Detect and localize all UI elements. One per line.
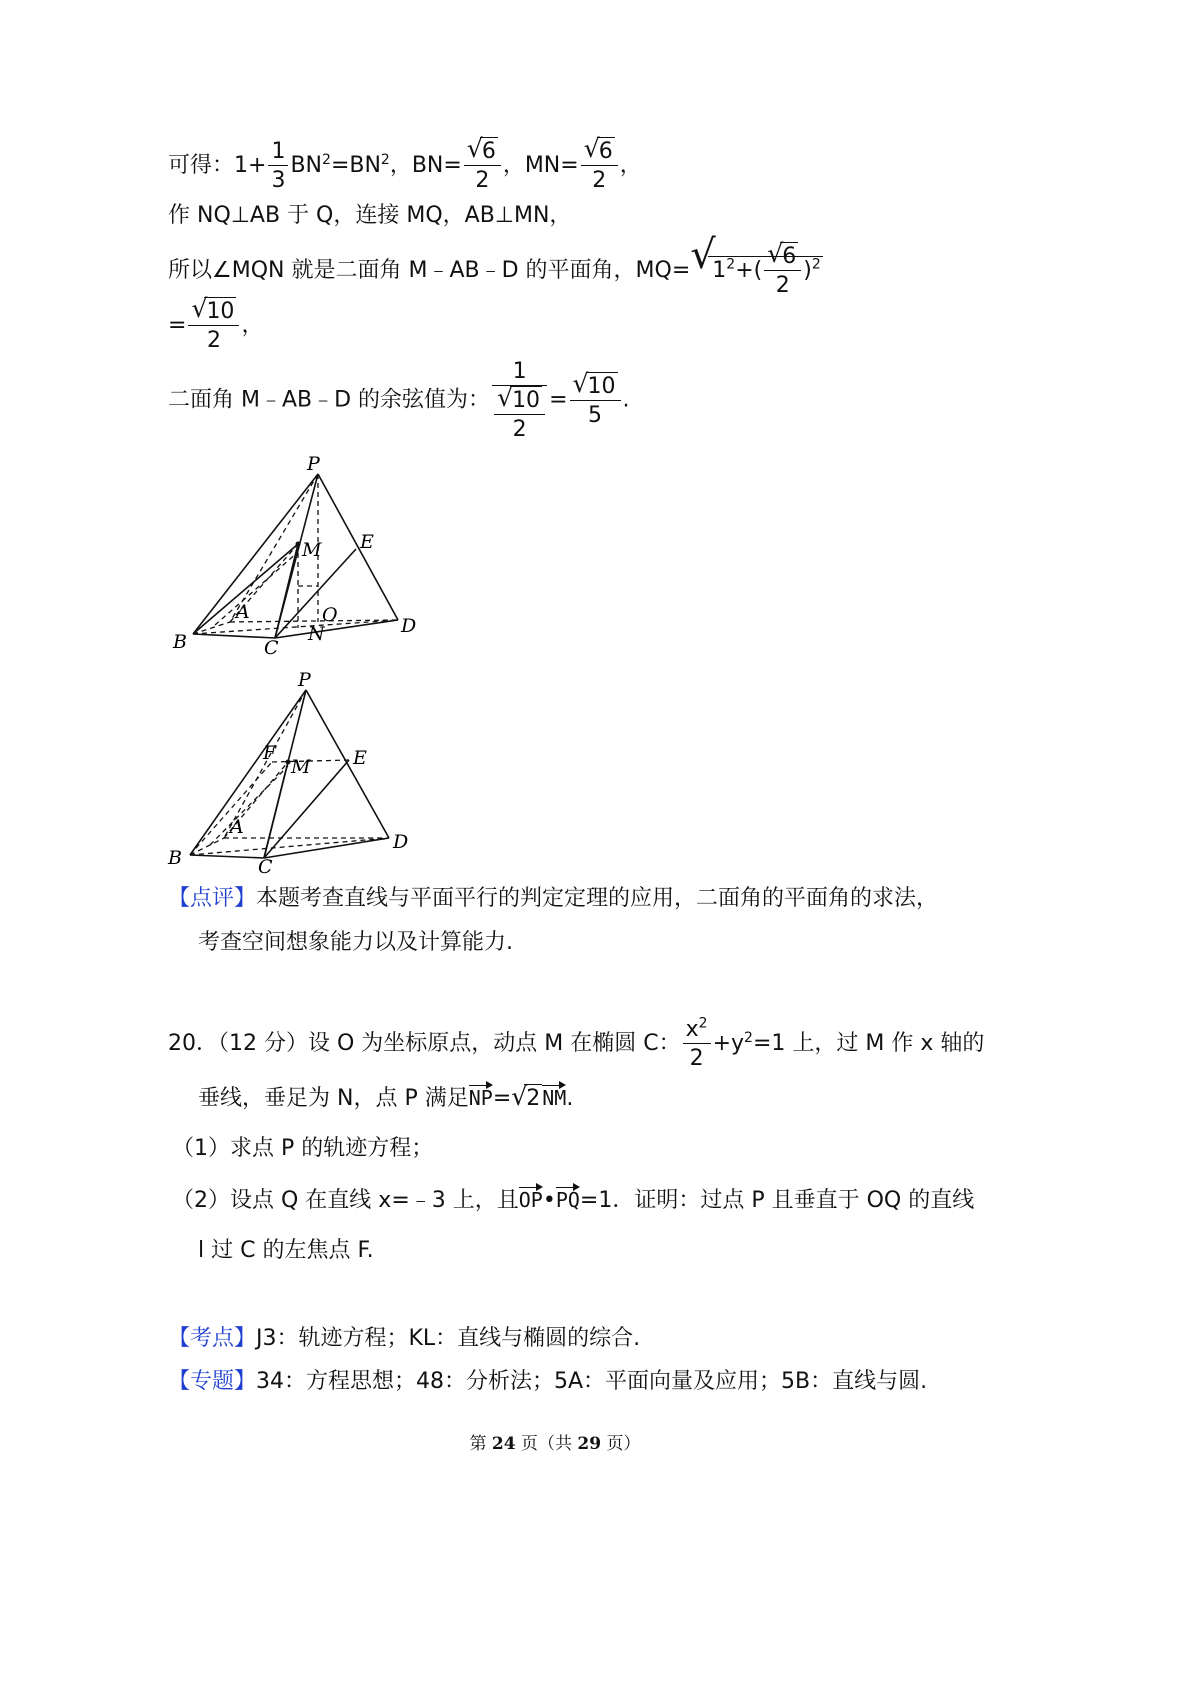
label-P: P xyxy=(307,453,320,475)
fraction-sqrt10-over-2: √ 10 2 xyxy=(188,300,239,352)
pyramid-figure-2 xyxy=(165,668,485,876)
label-M: M xyxy=(291,756,311,778)
review-tag: 【点评】 xyxy=(168,886,257,911)
solution-line-4: = √ 10 2 ， xyxy=(168,294,264,354)
sqrt-expression: √ $1^2+$( √ 6 2 )$^2$ xyxy=(690,232,821,299)
question-20-part-2: （2）设点 Q 在直线 x=﹣3 上，且OP•PQ=1．证明：过点 P 且垂直于 OQ 的直线 xyxy=(172,1188,975,1213)
label-D: D xyxy=(401,615,417,637)
label-C: C xyxy=(258,856,273,876)
vector-NP: NP xyxy=(468,1086,493,1110)
label-A: A xyxy=(230,816,244,838)
fraction-sqrt6-over-2: √ 6 2 xyxy=(464,140,501,192)
solution-line-3: 所以∠MQN 就是二面角 M﹣AB﹣D 的平面角，MQ= √ $1^2+$( √ 6 2 )$^2$ xyxy=(168,232,821,299)
page-footer: 第 24 页（共 29 页） xyxy=(469,1434,641,1454)
zhuanti-tag: 【专题】 xyxy=(168,1369,257,1394)
label-M: M xyxy=(302,539,322,561)
label-A: A xyxy=(236,601,250,623)
solution-line-5: 二面角 M﹣AB﹣D 的余弦值为： 1 √ 10 2 = √ 10 5 . xyxy=(168,359,630,443)
label-P: P xyxy=(298,669,311,691)
label-D: D xyxy=(393,831,409,853)
fraction-sqrt10-over-5: √ 10 5 xyxy=(570,375,621,427)
label-N: N xyxy=(308,623,325,645)
label-B: B xyxy=(168,847,182,869)
label-F: F xyxy=(263,742,277,764)
complex-fraction: 1 √ 10 2 xyxy=(492,360,547,441)
page-number: 24 xyxy=(491,1434,516,1454)
question-20-line-1: 20．（12 分）设 O 为坐标原点，动点 M 在椭圆 C： $\frac{x^2}{2}$ $+y^2=1$ 上，过 M 作 x 轴的 xyxy=(168,1015,985,1072)
fraction-one-third: $\frac{1}{3}$ xyxy=(268,140,288,192)
label-C: C xyxy=(264,637,279,659)
solution-line-2: 作 NQ⊥AB 于 Q，连接 MQ，AB⊥MN， xyxy=(168,203,572,228)
label-B: B xyxy=(173,631,187,653)
fraction-sqrt6-over-2: √ 6 2 xyxy=(581,140,618,192)
label-O: O xyxy=(322,604,338,626)
review-line-2: 考查空间想象能力以及计算能力. xyxy=(198,930,513,955)
pyramid-figure-1 xyxy=(165,450,485,660)
zhuanti-line: 【专题】34：方程思想；48：分析法；5A：平面向量及应用；5B：直线与圆. xyxy=(168,1369,928,1394)
question-20-line-2: 垂线，垂足为 N，点 P 满足NP= √ 2 NM. xyxy=(198,1082,574,1111)
vector-OP: OP xyxy=(518,1188,543,1212)
review-line-1: 【点评】本题考查直线与平面平行的判定定理的应用，二面角的平面角的求法， xyxy=(168,886,939,911)
total-pages: 29 xyxy=(577,1434,602,1454)
vector-NM: NM xyxy=(542,1086,567,1110)
kaodian-line: 【考点】J3：轨迹方程；KL：直线与椭圆的综合. xyxy=(168,1326,641,1351)
label-E: E xyxy=(360,531,374,553)
kaodian-tag: 【考点】 xyxy=(168,1326,257,1351)
fraction-x2-over-2: $\frac{x^2}{2}$ xyxy=(683,1018,711,1070)
vector-PQ: PQ xyxy=(555,1188,580,1212)
question-20-part-2-cont: l 过 C 的左焦点 F. xyxy=(198,1238,374,1263)
solution-line-1: 可得：1+ $\frac{1}{3}$ $BN^2=BN^2$，BN= √ 6 2 ，MN= √ 6 2 ， xyxy=(168,134,642,194)
question-20-part-1: （1）求点 P 的轨迹方程； xyxy=(172,1136,434,1161)
label-E: E xyxy=(353,747,367,769)
